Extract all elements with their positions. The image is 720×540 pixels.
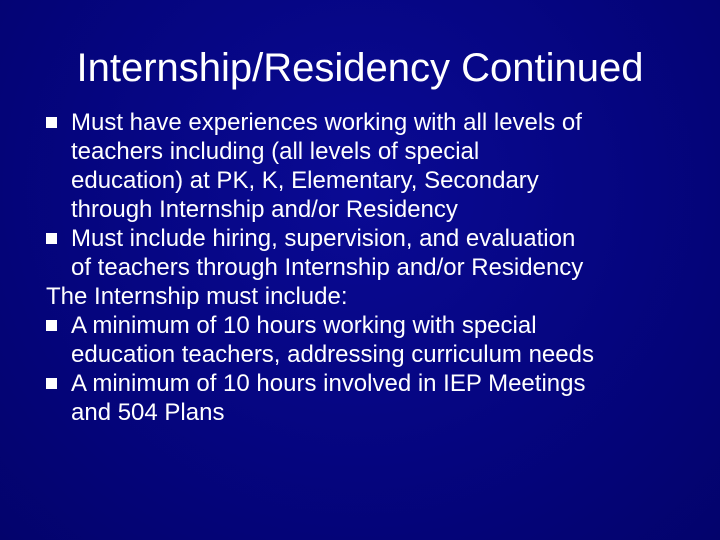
square-bullet-icon [46, 233, 57, 244]
bullet-text-line: A minimum of 10 hours working with special [71, 312, 537, 339]
bullet-item [46, 369, 686, 427]
bullet-text-line: A minimum of 10 hours involved in IEP Meetings [71, 370, 586, 397]
bullet-item [46, 311, 686, 369]
bullet-text-line: education teachers, addressing curriculum needs [71, 341, 594, 368]
bullet-item [46, 108, 686, 224]
bullet-text-line: of teachers through Internship and/or Residency [71, 254, 584, 281]
bullet-text-line: education) at PK, K, Elementary, Secondary [71, 167, 539, 194]
subheading-text: The Internship must include: [46, 283, 348, 310]
square-bullet-icon [46, 320, 57, 331]
bullet-text-line: teachers including (all levels of special [71, 138, 480, 165]
square-bullet-icon [46, 378, 57, 389]
slide-title: Internship/Residency Continued [76, 46, 644, 90]
bullet-item [46, 224, 686, 282]
bullet-text-line: Must include hiring, supervision, and evaluation [71, 225, 576, 252]
subheading [0, 282, 686, 311]
slide-body [46, 108, 686, 427]
square-bullet-icon [46, 117, 57, 128]
bullet-text-line: Must have experiences working with all levels of [71, 109, 582, 136]
bullet-text-line: through Internship and/or Residency [71, 196, 458, 223]
bullet-text-line: and 504 Plans [71, 399, 225, 426]
